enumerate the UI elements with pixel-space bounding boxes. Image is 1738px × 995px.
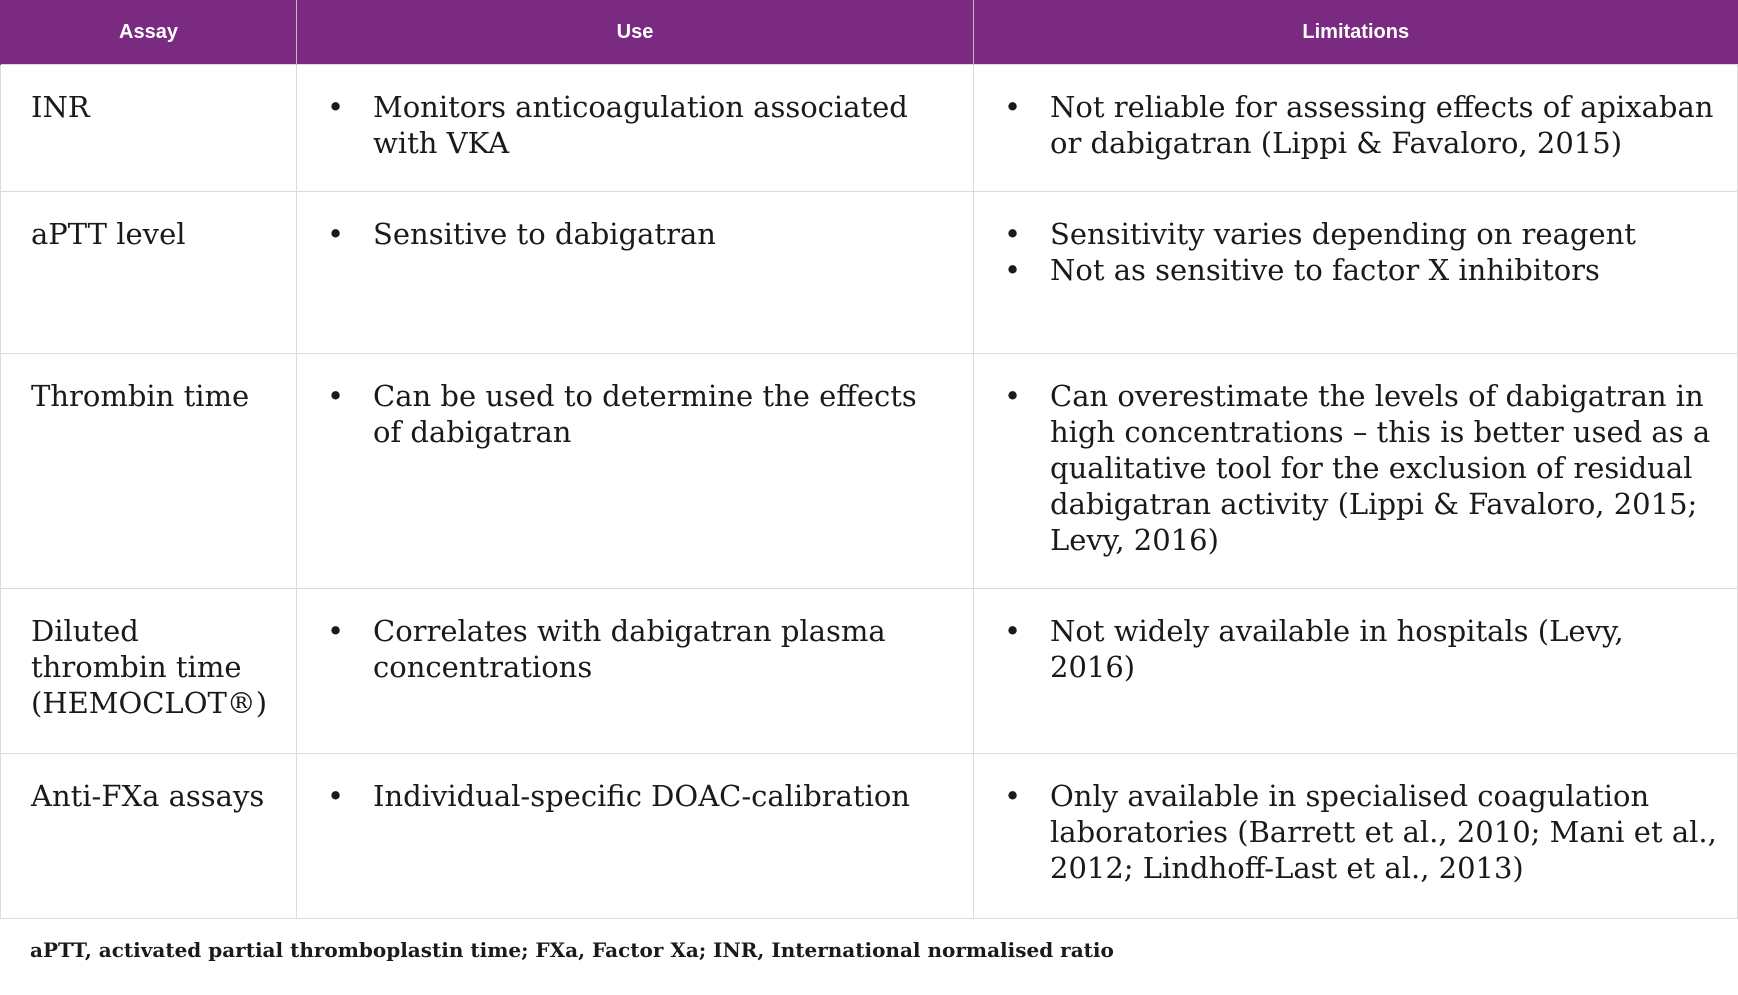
assay-cell: Thrombin time bbox=[1, 354, 297, 589]
limitations-list bbox=[974, 613, 1717, 685]
bullet-icon: • bbox=[327, 379, 345, 413]
use-list bbox=[297, 89, 953, 161]
use-cell bbox=[297, 192, 974, 354]
list-item bbox=[974, 216, 1717, 252]
table-body bbox=[1, 65, 1738, 919]
list-item-text: Sensitivity varies depending on reagent bbox=[1050, 217, 1636, 251]
header-row bbox=[1, 0, 1738, 65]
assay-cell: INR bbox=[1, 65, 297, 192]
table-row bbox=[1, 589, 1738, 754]
limitations-list bbox=[974, 778, 1717, 886]
bullet-icon: • bbox=[327, 614, 345, 648]
use-list bbox=[297, 216, 953, 252]
bullet-icon: • bbox=[327, 217, 345, 251]
list-item-text: Only available in specialised coagulation laboratories (Barrett et al., 2010; Mani et al., 2012; Lindhoff-Last et al., 2013) bbox=[1050, 779, 1717, 885]
use-list bbox=[297, 378, 953, 450]
table-row bbox=[1, 354, 1738, 589]
assay-cell: Anti-FXa assays bbox=[1, 754, 297, 919]
table-row bbox=[1, 192, 1738, 354]
header-use: Use bbox=[297, 0, 974, 65]
header-limitations: Limitations bbox=[974, 0, 1738, 65]
use-cell bbox=[297, 354, 974, 589]
limitations-list bbox=[974, 89, 1717, 161]
list-item bbox=[297, 378, 953, 450]
list-item bbox=[297, 778, 953, 814]
list-item bbox=[297, 216, 953, 252]
list-item-text: Correlates with dabigatran plasma concentrations bbox=[373, 614, 886, 684]
table-row bbox=[1, 65, 1738, 192]
table-row bbox=[1, 754, 1738, 919]
list-item-text: Can be used to determine the effects of dabigatran bbox=[373, 379, 917, 449]
use-cell bbox=[297, 65, 974, 192]
limitations-cell bbox=[974, 192, 1738, 354]
bullet-icon: • bbox=[327, 90, 345, 124]
list-item-text: Individual-specific DOAC-calibration bbox=[373, 779, 910, 813]
use-cell bbox=[297, 589, 974, 754]
limitations-cell bbox=[974, 65, 1738, 192]
bullet-icon: • bbox=[1004, 379, 1022, 413]
list-item bbox=[974, 252, 1717, 288]
list-item-text: Sensitive to dabigatran bbox=[373, 217, 716, 251]
list-item bbox=[297, 89, 953, 161]
bullet-icon: • bbox=[327, 779, 345, 813]
assay-cell: Diluted thrombin time (HEMOCLOT®) bbox=[1, 589, 297, 754]
list-item-text: Not reliable for assessing effects of apixaban or dabigatran (Lippi & Favaloro, 2015) bbox=[1050, 90, 1714, 160]
use-list bbox=[297, 778, 953, 814]
limitations-cell bbox=[974, 589, 1738, 754]
list-item bbox=[974, 89, 1717, 161]
header-assay: Assay bbox=[1, 0, 297, 65]
list-item-text: Monitors anticoagulation associated with VKA bbox=[373, 90, 908, 160]
bullet-icon: • bbox=[1004, 779, 1022, 813]
list-item-text: Not as sensitive to factor X inhibitors bbox=[1050, 253, 1600, 287]
bullet-icon: • bbox=[1004, 614, 1022, 648]
limitations-list bbox=[974, 216, 1717, 288]
limitations-cell bbox=[974, 354, 1738, 589]
limitations-cell bbox=[974, 754, 1738, 919]
table-footnote: aPTT, activated partial thromboplastin time; FXa, Factor Xa; INR, International normalised ratio bbox=[30, 938, 1114, 962]
list-item bbox=[974, 613, 1717, 685]
use-cell bbox=[297, 754, 974, 919]
list-item bbox=[297, 613, 953, 685]
table-header bbox=[1, 0, 1738, 65]
bullet-icon: • bbox=[1004, 253, 1022, 287]
bullet-icon: • bbox=[1004, 90, 1022, 124]
list-item-text: Not widely available in hospitals (Levy, 2016) bbox=[1050, 614, 1624, 684]
bullet-icon: • bbox=[1004, 217, 1022, 251]
assay-cell: aPTT level bbox=[1, 192, 297, 354]
list-item bbox=[974, 378, 1717, 558]
list-item-text: Can overestimate the levels of dabigatran in high concentrations – this is better used as a qualitative tool for the exclusion of residual dabigatran activity (Lippi & Favaloro, 2015; Levy, 2016) bbox=[1050, 379, 1711, 557]
use-list bbox=[297, 613, 953, 685]
list-item bbox=[974, 778, 1717, 886]
limitations-list bbox=[974, 378, 1717, 558]
